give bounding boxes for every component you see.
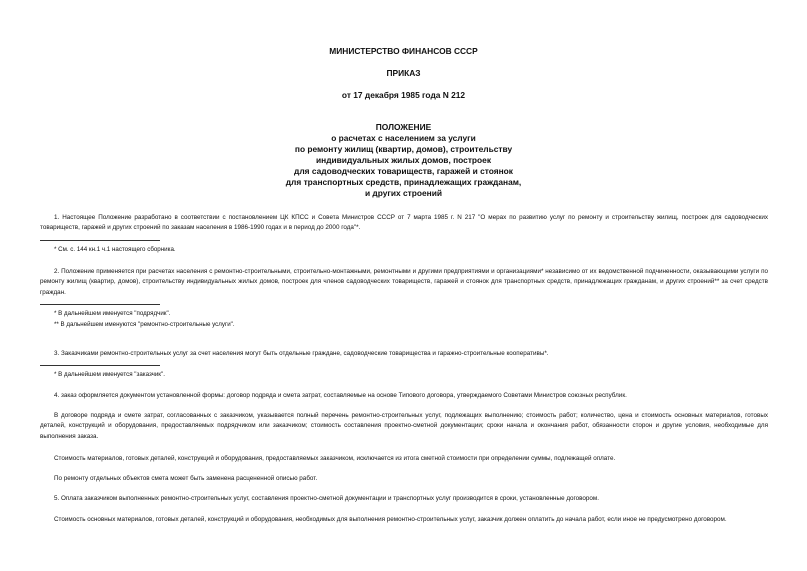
title-line: и других строений [364, 188, 443, 198]
paragraph-6: Стоимость материалов, готовых деталей, конструкций и оборудования, предоставляемых заказчиком, исключается из итога сметной стоимости при определении суммы, подлежащей оплате. [54, 455, 616, 462]
footnote-3: * В дальнейшем именуется "заказчик". [54, 371, 165, 378]
order-heading: ПРИКАЗ [386, 68, 421, 78]
order-date: от 17 декабря 1985 года N 212 [341, 90, 466, 100]
paragraph-4: 4. заказ оформляется документом установленной формы: договор подряда и смета затрат, составляемые на основе Типового договора, утверждаемого Советами Министров союзных республик. [54, 392, 627, 399]
footnote-2b: ** В дальнейшем именуются "ремонтно-строительные услуги". [54, 321, 235, 328]
paragraph-8: 5. Оплата заказчиком выполненных ремонтно-строительных услуг, составления проектно-сметной документации и транспортных услуг производится в сроки, установленные договором. [54, 495, 600, 502]
paragraph-5: В договоре подряда и смете затрат, согласованных с заказчиком, указывается полный перечень ремонтно-строительных услуг, подлежащих выполнению; стоимость работ; количество, цена и стоимость основных материалов, готовых деталей, конструкций и оборудования, предоставляемых подрядчиком или заказчиком; стоимость составления проектно-сметной документации; сроки начала и окончания работ, обязанности сторон и другие условия, необходимые для выполнения заказа. [40, 412, 768, 440]
footnote-divider [40, 365, 160, 366]
paragraph-2: 2. Положение применяется при расчетах населения с ремонтно-строительными, строительно-монтажными, ремонтными и другими предприятиями и организациями* независимо от их ведомственной подчиненности, оказывающими услуги по ремонту жилищ (квартир, домов), строительству индивидуальных жилых домов, построек для членов садоводческих товариществ, гаражей и стоянок для транспортных средств, принадлежащих гражданам, и других строений** за счет средств граждан. [40, 268, 768, 296]
title-line: по ремонту жилищ (квартир, домов), строительству [294, 144, 513, 154]
document-title [0, 122, 807, 199]
paragraph-1: 1. Настоящее Положение разработано в соответствии с постановлением ЦК КПСС и Совета Министров СССР от 7 марта 1985 г. N 217 "О мерах по развитию услуг по ремонту и строительству жилищ, построек для садоводческих товариществ, гаражей и других строений по заказам населения в 1986-1990 годах и в период до 2000 года"*. [40, 214, 768, 232]
ministry-heading: МИНИСТЕРСТВО ФИНАНСОВ СССР [329, 46, 478, 56]
title-line: о расчетах с населением за услуги [331, 133, 476, 143]
paragraph-7: По ремонту отдельных объектов смета может быть заменена расцененной описью работ. [54, 475, 318, 482]
footnote-divider [40, 304, 160, 305]
paragraph-9: Стоимость основных материалов, готовых деталей, конструкций и оборудования, необходимых для выполнения ремонтно-строительных услуг, заказчик должен оплатить до начала работ, если иное не предусмотрено договором. [54, 516, 727, 523]
footnote-2a: * В дальнейшем именуется "подрядчик". [54, 310, 171, 317]
footnote-divider [40, 240, 160, 241]
title-line: для транспортных средств, принадлежащих гражданам, [285, 177, 522, 187]
title-line: индивидуальных жилых домов, построек [315, 155, 492, 165]
footnote-1: * См. с. 144 кн.1 ч.1 настоящего сборника. [54, 246, 176, 253]
title-line: ПОЛОЖЕНИЕ [375, 122, 432, 132]
paragraph-3: 3. Заказчиками ремонтно-строительных услуг за счет населения могут быть отдельные граждане, садоводческие товарищества и гаражно-строительные кооперативы*. [54, 350, 549, 357]
title-line: для садоводческих товариществ, гаражей и стоянок [294, 166, 513, 176]
